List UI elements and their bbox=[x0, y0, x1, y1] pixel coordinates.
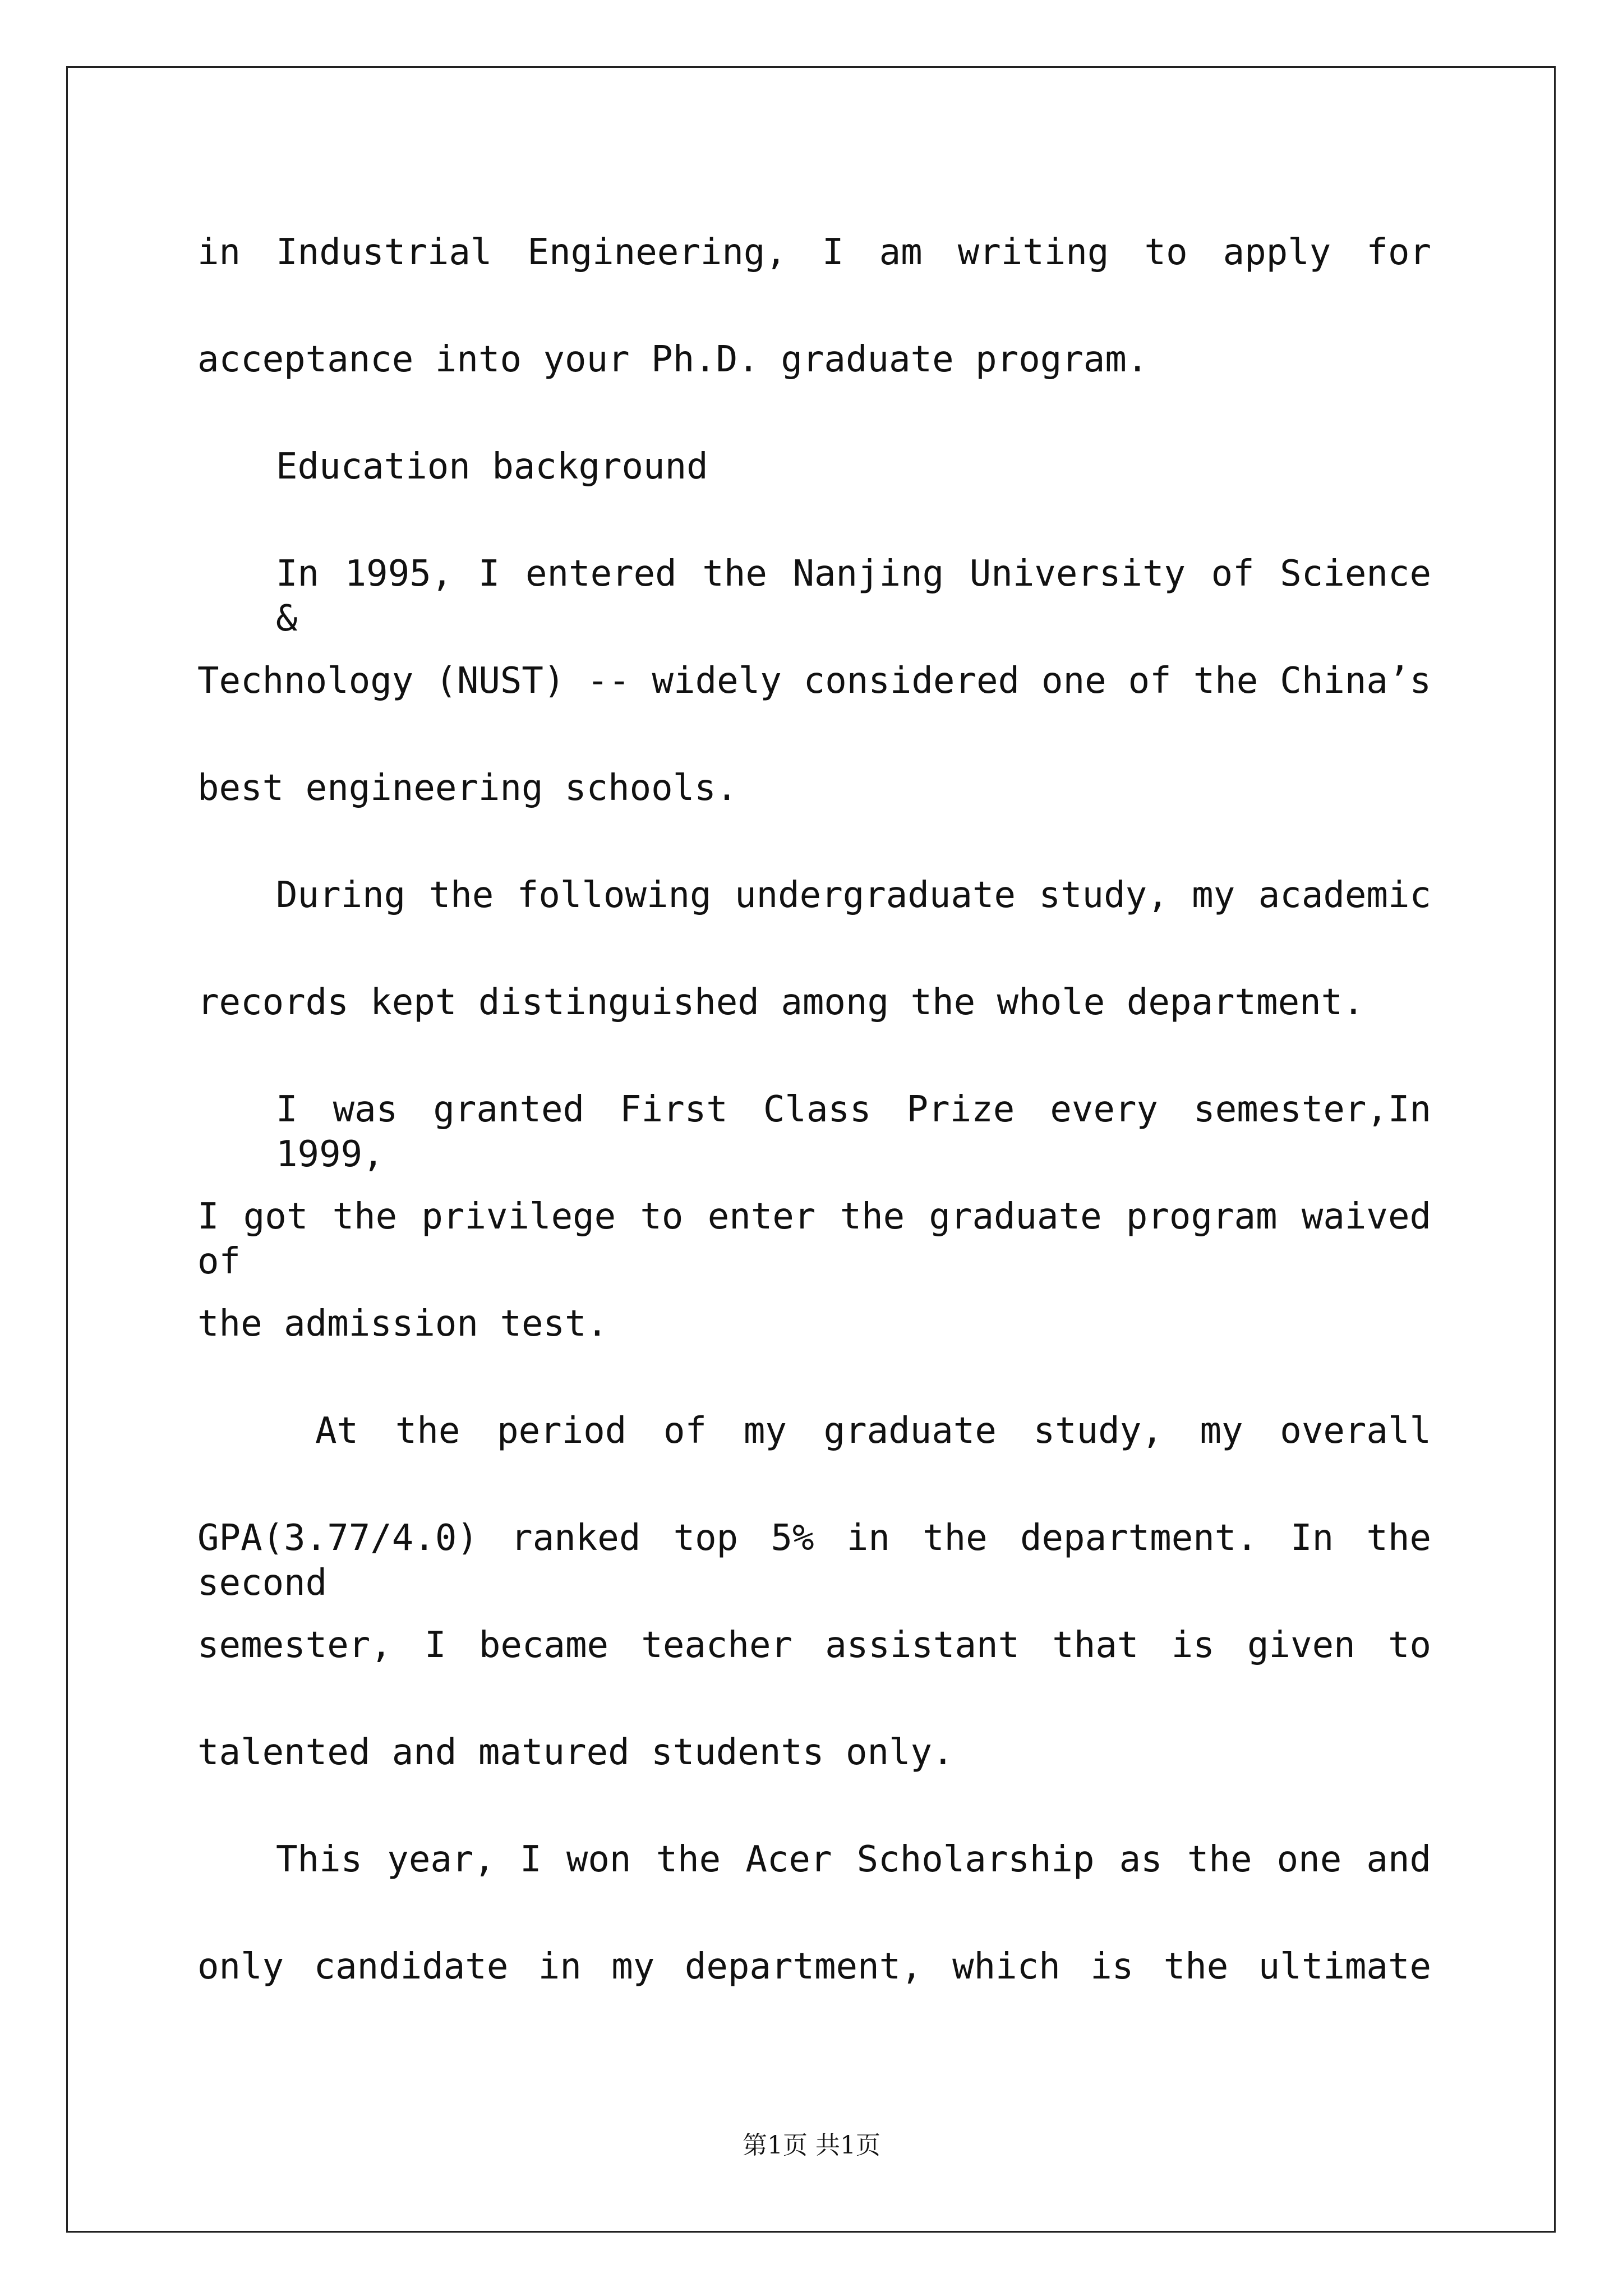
text-line: the admission test. bbox=[197, 1303, 608, 1345]
text-line: acceptance into your Ph.D. graduate program. bbox=[197, 339, 1149, 380]
text-line: Technology (NUST) -- widely considered one of the China’s bbox=[197, 660, 1431, 702]
text-line: records kept distinguished among the whole department. bbox=[197, 982, 1364, 1023]
text-line: talented and matured students only. bbox=[197, 1732, 954, 1773]
text-line: only candidate in my department, which is the ultimate bbox=[197, 1946, 1431, 1987]
text-line: in Industrial Engineering, I am writing to apply for bbox=[197, 232, 1431, 273]
text-line: This year, I won the Acer Scholarship as the one and bbox=[276, 1839, 1431, 1880]
text-line: During the following undergraduate study, my academic bbox=[276, 875, 1431, 916]
text-line: In 1995, I entered the Nanjing University of Science & bbox=[276, 553, 1431, 639]
text-line: semester, I became teacher assistant that is given to bbox=[197, 1625, 1431, 1666]
text-line: best engineering schools. bbox=[197, 767, 738, 809]
text-line: I got the privilege to enter the graduate program waived of bbox=[197, 1196, 1431, 1282]
page-footer: 第1页 共1页 bbox=[743, 2131, 880, 2160]
text-line: GPA(3.77/4.0) ranked top 5% in the department. In the second bbox=[197, 1517, 1431, 1604]
text-line: I was granted First Class Prize every semester,In 1999, bbox=[276, 1089, 1431, 1175]
section-heading: Education background bbox=[276, 446, 708, 487]
text-line: At the period of my graduate study, my overall bbox=[315, 1410, 1431, 1452]
